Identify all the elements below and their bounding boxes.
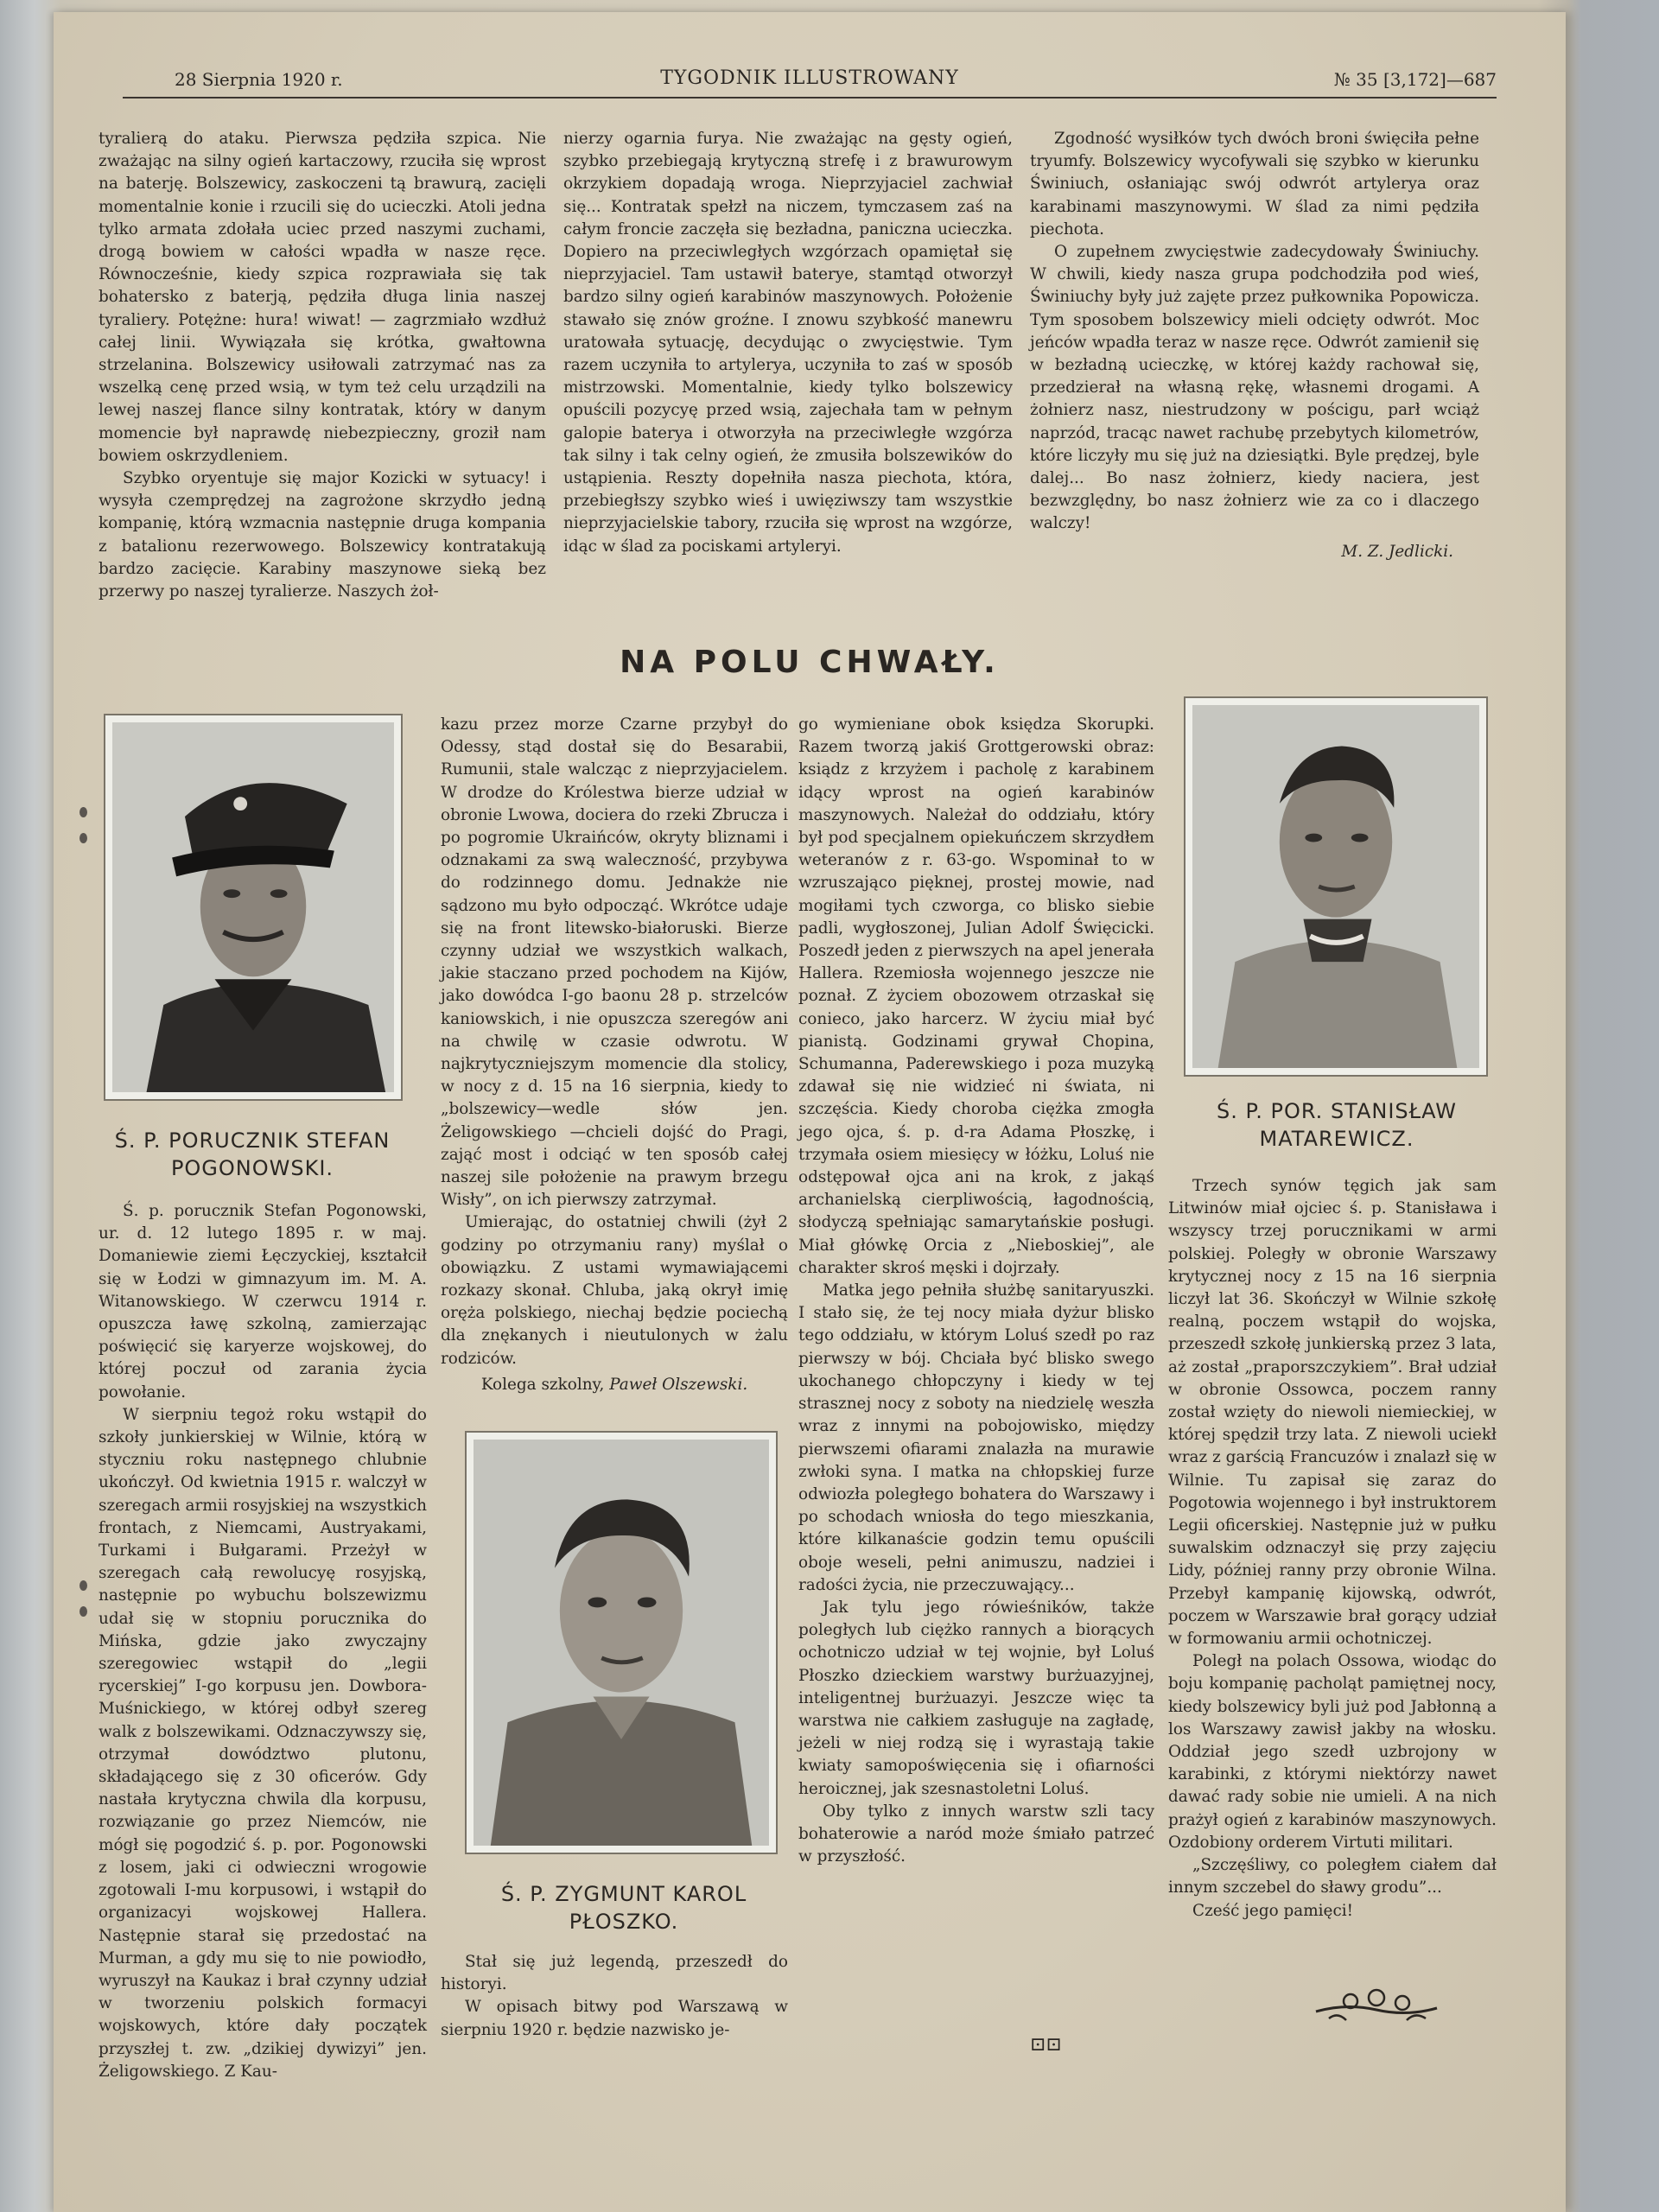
- header-date: 28 Sierpnia 1920 r.: [175, 69, 343, 90]
- section-title: NA POLU CHWAŁY.: [620, 645, 1000, 680]
- paragraph: Jak tylu jego rówieśników, także poległych lub ciężko rannych a biorących ochotniczo udział w tej wojnie, był Loluś Płoszko dzieckiem warstwy burżuazyjnej, inteligentnej burżuazyi. Jeszcze więc ta warstwa nie całkiem zasługuje na zagładę, jeżeli w niej rodzą się i wyrastają takie kwiaty samopoświęcenia się i ofiarności heroicznej, jak szesnastoletni Loluś.: [798, 1598, 1154, 1798]
- paragraph: go wymieniane obok księdza Skorupki. Razem tworzą jakiś Grottgerowski obraz: ksiądz z krzyżem i pacholę z karabinem idący wprost na ogień karabinów maszynowych. Należał do oddziału, który był pod specjalnem opiekuńczem skrzydłem weteranów z r. 63-go. Wspominał to w wzruszająco pięknej, prostej mowie, nad mogiłami tych czworga, co blisko siebie padli, wygłoszonej, Julian Adolf Święcicki. Poszedł jeden z pierwszych na apel jenerała Hallera. Rzemiosła wojennego jeszcze nie poznał. Z życiem obozowem otrzaskał się conieco, jako harcerz. W życiu miał być pianistą. Godzinami grywał Chopina, Schumanna, Paderewskiego i poza muzyką zdawał się nie widzieć ni świata, ni szczęścia. Kiedy choroba ciężka zmogła jego ojca, ś. p. d-ra Adama Płoszkę, i trzymała osiem miesięcy w łóżku, Loluś nie odstępował ojca ani na krok, z jakąś archanielską cierpliwością, łagodnością, słodyczą spełniając samarytańskie posługi. Miał główkę Orcia z „Nieboskiej”, ale charakter skroś męski i dojrzały.: [798, 715, 1154, 1277]
- paragraph: Matka jego pełniła służbę sanitaryuszki. I stało się, że tej nocy miała dyżur blisko tego oddziału, w którym Loluś szedł po raz pierwszy w bój. Chciała być blisko swego ukochanego chłopczyny i kiedy w tej strasznej nocy z soboty na niedzielę weszła wraz z innymi na pobojowisko, między pierwszemi ofiarami znalazła na murawie zwłoki syna. I matka na chłopskiej furze odwiozła poległego bohatera do Warszawy i po schodach wniosła do tego mieszkania, które kilkanaście godzin temu opuścili oboje weseli, pełni animuszu, nadziei i radości życia, nie przeczuwający...: [798, 1281, 1154, 1594]
- binding-hole: [79, 1580, 87, 1591]
- caption-pogonowski: Ś. P. PORUCZNIK STEFAN POGONOWSKI.: [114, 1128, 391, 1180]
- portrait-photo-matarewicz: [1184, 696, 1488, 1077]
- column-middle: [441, 714, 788, 1396]
- page-header: [123, 62, 1497, 99]
- caption-ploszko: Ś. P. ZYGMUNT KAROL PŁOSZKO.: [500, 1882, 747, 1934]
- author-signature: M. Z. Jedlicki.: [1341, 542, 1453, 561]
- binding-hole: [79, 807, 87, 817]
- paragraph: W sierpniu tegoż roku wstąpił do szkoły junkierskiej w Wilnie, którą w styczniu roku następnego chlubnie ukończył. Od kwietnia 1915 r. walczył w szeregach armii rosyjskiej na wszystkich frontach, z Niemcami, Austryakami, Turkami i Bułgarami. Przeżył w szeregach całą rewolucyę rosyjską, następnie po wybuchu bolszewizmu udał się w stopniu porucznika do Mińska, gdzie jako zwyczajny szeregowiec wstąpił do „legii rycerskiej” I-go korpusu jen. Dowbora-Muśnickiego, w której odbył szereg walk z bolszewikami. Odznaczywszy się, otrzymał dowództwo plutonu, składającego się z 30 oficerów. Gdy nastała krytyczna chwila dla korpusu, rozwiązanie go przez Niemców, nie mógł się pogodzić ś. p. por. Pogonowski z losem, jaki ci odwieczni wrogowie zgotowali I-mu korpusowi, i wstąpił do organizacyi wojskowej Hallera. Następnie starał się przedostać na Murman, a gdy mu się to nie powiodło, wyruszył na Kaukaz i brał czynny udział w tworzeniu polskich formacyi wojskowych, które dały początek przyszłej t. zw. „dzikiej dywizyi” jen. Żeligowskiego. Z Kau-: [99, 1405, 427, 2081]
- top-article-column-2: [563, 128, 1013, 558]
- portrait-photo-ploszko: [465, 1431, 778, 1854]
- column-matarewicz: [1168, 1175, 1497, 1923]
- top-article-column-3: [1030, 128, 1479, 563]
- paragraph: Zgodność wysiłków tych dwóch broni święciła pełne tryumfy. Bolszewicy wycofywali się szybko w kierunku Świniuch, osłaniając swój odwrót artylerya oraz karabinami maszynowymi. W ślad za nimi pędziła piechota.: [1030, 130, 1479, 238]
- paragraph: Szybko oryentuje się major Kozicki w sytuacy! i wysyła czemprędzej na zagrożone skrzydło jedną kompanię, którą wzmacnia następnie druga kompania z batalionu rezerwowego. Bolszewicy kontratakują bardzo zacięcie. Karabiny maszynowe sieką bez przerwy po naszej tyralierze. Naszych żoł-: [99, 469, 546, 601]
- paragraph: tyralierą do ataku. Pierwsza pędziła szpica. Nie zważając na silny ogień kartaczowy, rzuciła się wprost na baterję. Bolszewicy, zaskoczeni tą brawurą, zacięli momentalnie konie i rzucili się do ucieczki. Atoli jedna tylko armata zdołała uciec przed naszymi zuchami, drogą bowiem w całości wpadła w nasze ręce. Równocześnie, kiedy szpica rozprawiała się tak bohatersko z baterją, pędziła długa linia naszej tyraliery. Potężne: hura! wiwat! — zagrzmiało wzdłuż całej linii. Wywiązała się krótka, gwałtowna strzelanina. Bolszewicy usiłowali zatrzymać nas za wszelką cenę przed wsią, w tym też celu urządzili na lewej naszej flance silny kontratak, który w danym momencie był naprawdę niebezpieczny, groził nam bowiem oskrzydleniem.: [99, 130, 546, 465]
- end-mark: ⊡⊡: [1030, 2034, 1062, 2056]
- binding-hole: [79, 1606, 87, 1617]
- issue-number: № 35 [3,172]—687: [1333, 69, 1497, 90]
- column-ploszko-intro: [441, 1951, 788, 2042]
- paragraph: Ś. p. porucznik Stefan Pogonowski, ur. d. 12 lutego 1895 r. w maj. Domaniewie ziemi Łęczyckiej, kształcił się w Łodzi w gimnazyum im. M. A. Witanowskiego. W czerwcu 1914 r. opuszcza ławę szkolną, zamierzając poświęcić się karyerze wojskowej, do której poczuł od zarania życia powołanie.: [99, 1202, 427, 1402]
- paragraph: nierzy ogarnia furya. Nie zważając na gęsty ogień, szybko przebiegają krytyczną strefę i z brawurowym okrzykiem dopadają wroga. Nieprzyjaciel zachwiał się... Kontratak spełzł na niczem, tymczasem zaś na całym froncie zaczęła się bezładna, paniczna ucieczka. Dopiero na przeciwległych wzgórzach opamiętał się nieprzyjaciel. Tam ustawił baterye, stamtąd otworzył bardzo silny ogień karabinów maszynowych. Położenie stawało się znów groźne. I znowu szybkość manewru uratowała sytuację, decydując o zwycięstwie. Tym razem uczyniła to artylerya, uczyniła to zaś w sposób mistrzowski. Momentalnie, kiedy tylko bolszewicy opuścili pozycyę przed wsią, zajechała tam w pełnym galopie baterya i otworzyła na przeciwległe wzgórza tak silny i tak celny ogień, że zmusiła bolszewików do ustąpienia. Reszty dopełniła nasza piechota, która, przebiegłszy szybko wieś i uwięziwszy tam wszystkie nieprzyjacielskie tabory, rzuciła się wprost na wzgórze, idąc w ślad za pociskami artyleryi.: [563, 130, 1013, 556]
- paragraph: Trzech synów tęgich jak sam Litwinów miał ojciec ś. p. Stanisława i wszyscy trzej porucznikami w armi polskiej. Poległy w obronie Warszawy krytycznej nocy z 15 na 16 sierpnia liczył lat 36. Skończył w Wilnie szkołę realną, poczem wstąpił do wojska, przeszedł szkołę junkierską przez 3 lata, aż został „praporszczykiem”. Brał udział w obronie Ossowca, poczem ranny został wzięty do niewoli niemieckiej, w której spędził trzy lata. Z niewoli uciekł wraz z garścią Francuzów i znalazł się w Wilnie. Tu zapisał się zaraz do Pogotowia wojennego i był instruktorem Legii oficerskiej. Następnie już w pułku suwalskim odznaczył się przy zajęciu Lidy, później ranny przy obronie Wilna. Przebył kampanię kijowską, odwrót, poczem w Warszawie brał gorący udział w formowaniu armii ochotniczej.: [1168, 1177, 1497, 1649]
- paragraph: Poległ na polach Ossowa, wiodąc do boju kompanię pacholąt pamiętnej nocy, kiedy bolszewicy byli już pod Jabłonną a los Warszawy zawisł jakby na włosku. Oddział jego szedł uzbrojony w karabinki, z którymi niektórzy nawet dawać rady sobie nie umieli. A na nich prażył ogień z karabinów maszynowych. Ozdobiony orderem Virtuti militari.: [1168, 1652, 1497, 1852]
- floral-ornament-icon: [1312, 1977, 1441, 2029]
- portrait-young-man-icon: [474, 1440, 769, 1846]
- colleague-label: Kolega szkolny,: [480, 1375, 605, 1394]
- portrait-officer-cap-icon: [112, 722, 394, 1092]
- top-article-column-1: [99, 128, 546, 603]
- paragraph: O zupełnem zwycięstwie zadecydowały Świniuchy. W chwili, kiedy nasza grupa podchodziła pod wieś, Świniuchy były już zajęte przez pułkownika Popowicza. Tym sposobem bolszewicy mieli odcięty odwrót. Moc jeńców wpadła teraz w nasze ręce. Odwrót zamienił się w bezładną ucieczkę, w której każdy rachował się, przedzierał na własną rękę, własnemi drogami. A żołnierz nasz, niestrudzony w pościgu, parł wciąż naprzód, tracąc nawet rachubę przebytych kilometrów, które liczyły mu się już na dziesiątki. Byle prędzej, byle dalej... Bo nasz żołnierz, kiedy naciera, jest bezwzględny, bo nasz żołnierz wie za co i dlaczego walczy!: [1030, 243, 1479, 533]
- paragraph: Cześć jego pamięci!: [1192, 1901, 1354, 1920]
- magazine-title: TYGODNIK ILLUSTROWANY: [660, 67, 959, 89]
- paragraph: W opisach bitwy pod Warszawą w sierpniu 1920 r. będzie nazwisko je-: [441, 1998, 788, 2039]
- column-ploszko: [798, 714, 1154, 1868]
- portrait-uniform-officer-icon: [1192, 705, 1479, 1068]
- paragraph: Umierając, do ostatniej chwili (żył 2 godziny po otrzymaniu rany) myślał o obowiązku. Z ustami wymawiającemi rozkazy skonał. Chluba, jaką okrył imię oręża polskiego, niechaj będzie pociechą dla znękanych i nieutulonych w żalu rodziców.: [441, 1213, 788, 1368]
- paragraph: Stał się już legendą, przeszedł do historyi.: [441, 1953, 788, 1994]
- paragraph: „Szczęśliwy, co poległem ciałem dał innym szczebel do sławy grodu”...: [1168, 1856, 1497, 1897]
- paragraph: kazu przez morze Czarne przybył do Odessy, stąd dostał się do Besarabii, Rumunii, stale walcząc z nieprzyjacielem. W drodze do Królestwa bierze udział w obronie Lwowa, dociera do rzeki Zbrucza i po pogromie Ukraińców, okryty bliznami i odznakami za swą waleczność, przybywa do rodzinnego domu. Jednakże nie sądzono mu było odpocząć. Wkrótce udaje się na front litewsko-białoruski. Bierze czynny udział we wszystkich walkach, jakie staczano przed pochodem na Kijów, jako dowódca I-go baonu 28 p. strzelców kaniowskich, i nie opuszcza szeregów ani na chwilę w czasie odwrotu. W najkrytyczniejszym momencie dla stolicy, w nocy z d. 15 na 16 sierpnia, kiedy to „bolszewicy—wedle słów jen. Żeligowskiego —chcieli dojść do Pragi, zająć most i odciąć w ten sposób całej naszej sile położenie na prawym brzegu Wisły”, on ich pierwszy zatrzymał.: [441, 715, 788, 1210]
- paragraph: Oby tylko z innych warstw szli tacy bohaterowie a naród może śmiało patrzeć w przyszłość.: [798, 1802, 1154, 1866]
- column-pogonowski: [99, 1200, 427, 2083]
- magazine-page: [54, 12, 1566, 2212]
- colleague-name: Paweł Olszewski.: [609, 1375, 748, 1394]
- portrait-photo-pogonowski: [104, 714, 403, 1101]
- caption-matarewicz: Ś. P. POR. STANISŁAW MATAREWICZ.: [1217, 1099, 1457, 1151]
- binding-hole: [79, 833, 87, 843]
- colleague-signature: [441, 1374, 788, 1396]
